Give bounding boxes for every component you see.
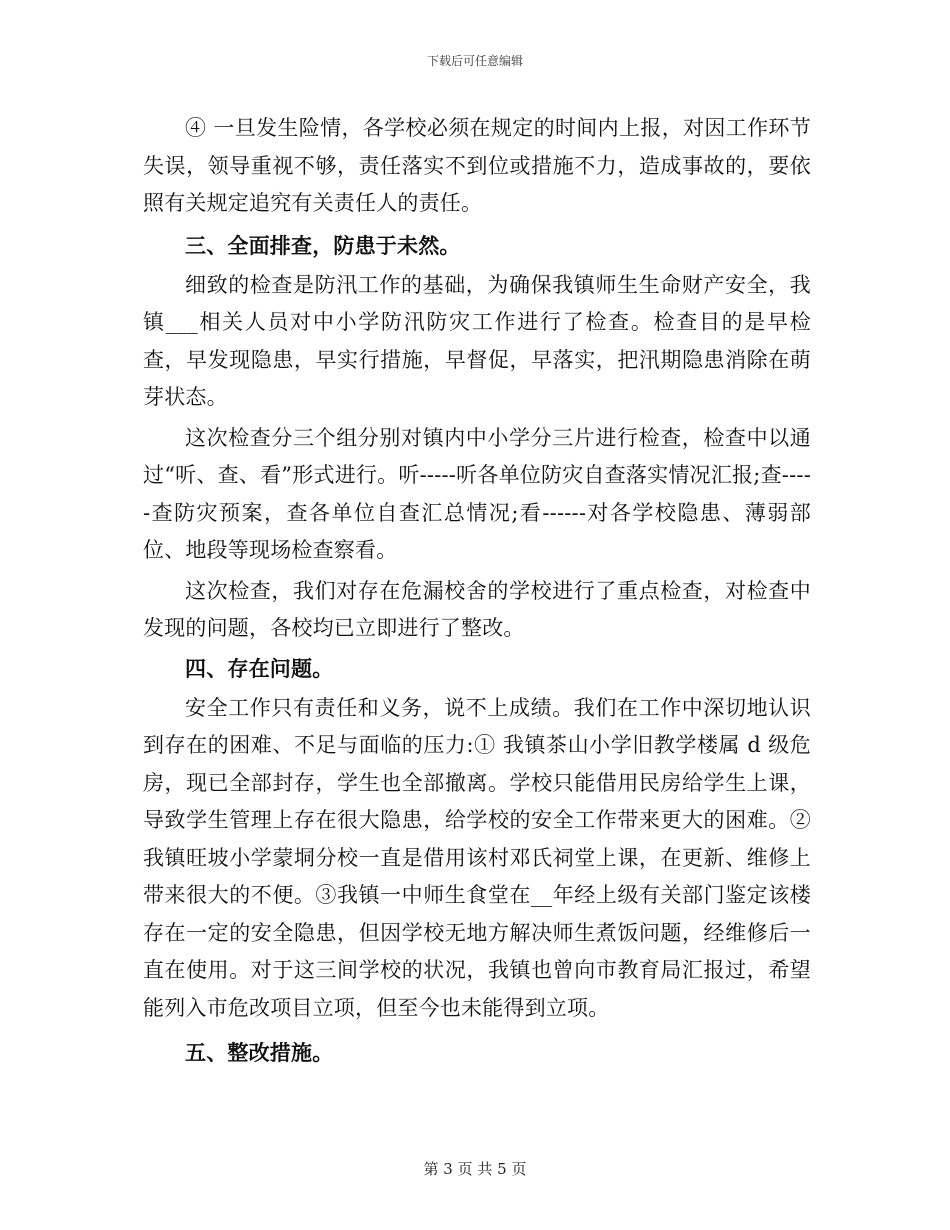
paragraph-existing-problems: 安全工作只有责任和义务，说不上成绩。我们在工作中深切地认识到存在的困难、不足与面临的压力:① 我镇茶山小学旧教学楼属 d 级危房，现已全部封存，学生也全部撤离。学校只能借用民房给学生上课，导致学生管理上存在很大隐患，给学校的安全工作带来更大的困难。②我镇旺坡小学蒙垌分校一直是借用该村邓氏祠堂上课，在更新、维修上带来很大的不便。③我镇一中师生食堂在__年经上级有关部门鉴定该楼存在一定的安全隐患，但因学校无地方解决师生煮饭问题，经维修后一直在使用。对于这三间学校的状况，我镇也曾向市教育局汇报过，希望能列入市危改项目立项，但至今也未能得到立项。 <box>143 695 811 1020</box>
paragraph-incident-reporting: ④ 一旦发生险情，各学校必须在规定的时间内上报，对因工作环节失误，领导重视不够，责任落实不到位或措施不力，造成事故的，要依照有关规定追究有关责任人的责任。 <box>143 116 811 215</box>
page-number-footer: 第 3 页 共 5 页 <box>423 1160 527 1178</box>
page-header-note: 下载后可任意编辑 <box>426 54 523 68</box>
section-heading-3: 三、全面排查，防患于未然。 <box>185 232 461 258</box>
paragraph-inspection-method: 这次检查分三个组分别对镇内中小学分三片进行检查，检查中以通过“听、查、看”形式进行。听-----听各单位防灾自查落实情况汇报;查-----查防灾预案，查各单位自查汇总情况;看------对各学校隐患、薄弱部位、地段等现场检查察看。 <box>143 425 811 562</box>
document-body <box>143 110 811 1074</box>
section-heading-5: 五、整改措施。 <box>185 1040 334 1065</box>
paragraph-inspection-result: 这次检查，我们对存在危漏校舍的学校进行了重点检查，对检查中发现的问题，各校均已立即进行了整改。 <box>143 578 811 640</box>
paragraph-inspection-purpose: 细致的检查是防汛工作的基础，为确保我镇师生生命财产安全，我镇___相关人员对中小学防汛防灾工作进行了检查。检查目的是早检查，早发现隐患，早实行措施，早督促，早落实，把汛期隐患消除在萌芽状态。 <box>143 272 811 409</box>
section-heading-4: 四、存在问题。 <box>185 655 334 681</box>
